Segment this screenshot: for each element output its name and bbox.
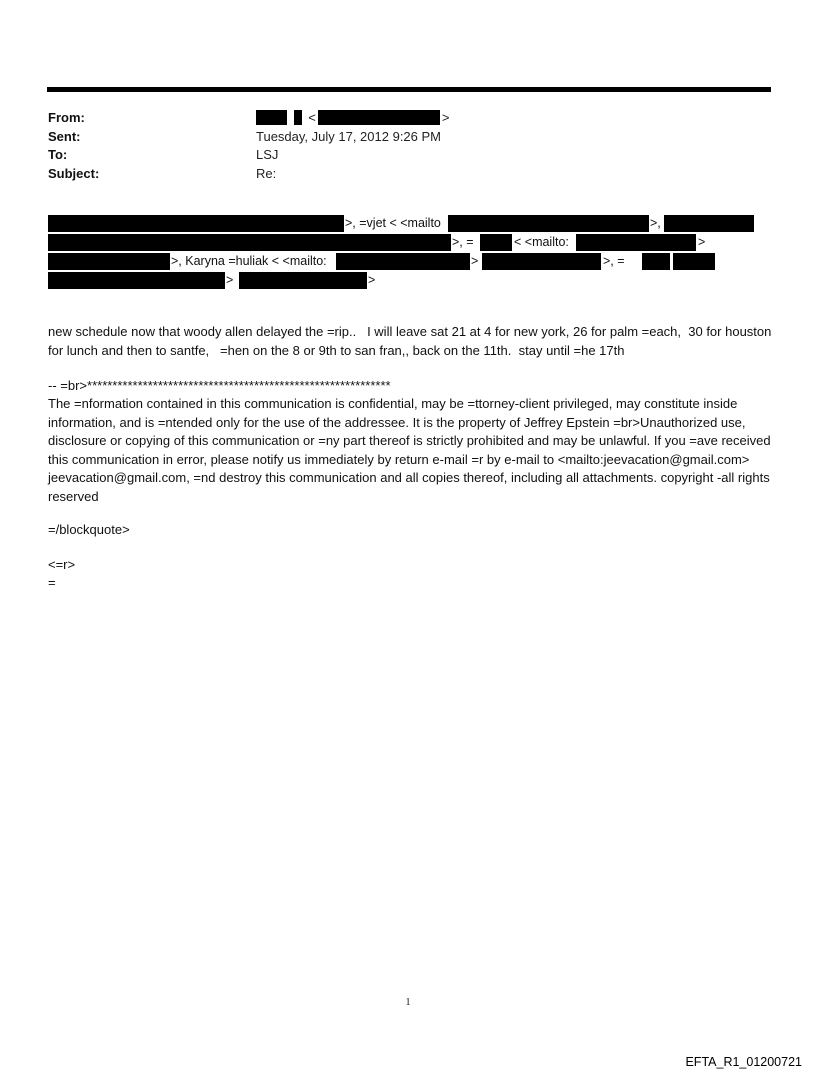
recipient-text: >, =vjet < <mailto <box>345 216 441 230</box>
from-row <box>48 109 748 128</box>
redaction-block <box>664 215 754 232</box>
email-header <box>48 109 748 183</box>
confidentiality-disclaimer: The =nformation contained in this communication is confidential, may be =ttorney-client privileged, may constitute inside information, and is =ntended only for the use of the addressee. It is the property of Jeffrey Epstein =br>Unauthorized use, disclosure or copying of this communication or =ny part thereof is strictly prohibited and may be unlawful. If you =ave received this communication in error, please notify us immediately by return e-mail =r by e-mail to <mailto:jeevacation@gmail.com> jeevacation@gmail.com, =nd destroy this communication and all copies thereof, including all attachments. copyright -all rights reserved <box>48 396 775 504</box>
redaction-block <box>480 234 512 251</box>
to-value: LSJ <box>256 147 279 162</box>
recipient-text: > <box>368 273 376 287</box>
from-email-open: < <box>308 110 316 125</box>
subject-row <box>48 165 748 184</box>
redaction-block <box>576 234 696 251</box>
sent-label: Sent: <box>48 128 81 144</box>
recipient-text: > <box>471 254 479 268</box>
redaction-block <box>48 215 344 232</box>
sent-row <box>48 128 748 147</box>
trailing-markup: <=r> <box>48 557 76 572</box>
subject-value: Re: <box>256 165 277 181</box>
recipient-text: >, Karyna =huliak < <mailto: <box>171 254 327 268</box>
document-id: EFTA_R1_01200721 <box>685 1055 802 1069</box>
redaction-block <box>256 110 287 125</box>
to-row <box>48 146 748 165</box>
subject-label: Subject: <box>48 165 100 181</box>
redaction-block <box>448 215 649 232</box>
redacted-recipients <box>48 215 768 291</box>
redaction-block <box>318 110 440 125</box>
redaction-block <box>482 253 601 270</box>
redaction-block <box>294 110 302 125</box>
recipient-text: >, = <box>452 235 474 249</box>
page-number: 1 <box>405 997 411 1008</box>
trailing-equals: = <box>48 575 56 590</box>
redaction-block <box>239 272 367 289</box>
redaction-block <box>48 272 225 289</box>
from-label: From: <box>48 110 85 125</box>
from-email-close: > <box>441 110 450 125</box>
redaction-block <box>48 234 451 251</box>
recipient-text: > <box>698 235 706 249</box>
message-body: new schedule now that woody allen delayed the =rip.. I will leave sat 21 at 4 for new york, 26 for palm =each, 30 for houston for lunch and then to santfe, =hen on the 8 or 9th to san fran,, back on the 11th. stay until =he 17th <box>48 324 775 358</box>
redaction-block <box>48 253 170 270</box>
to-label: To: <box>48 147 68 162</box>
recipient-text: < <mailto: <box>514 235 569 249</box>
redaction-block <box>336 253 470 270</box>
recipient-text: >, = <box>603 254 625 268</box>
from-value <box>256 109 449 128</box>
signature-separator: -- =br>************************************************************ <box>48 378 391 393</box>
recipient-text: >, <box>650 216 661 230</box>
redaction-block <box>673 253 715 270</box>
recipient-text: > <box>226 273 234 287</box>
redaction-block <box>642 253 670 270</box>
header-rule <box>47 87 771 92</box>
sent-value: Tuesday, July 17, 2012 9:26 PM <box>256 128 441 144</box>
blockquote-end: =/blockquote> <box>48 522 130 537</box>
